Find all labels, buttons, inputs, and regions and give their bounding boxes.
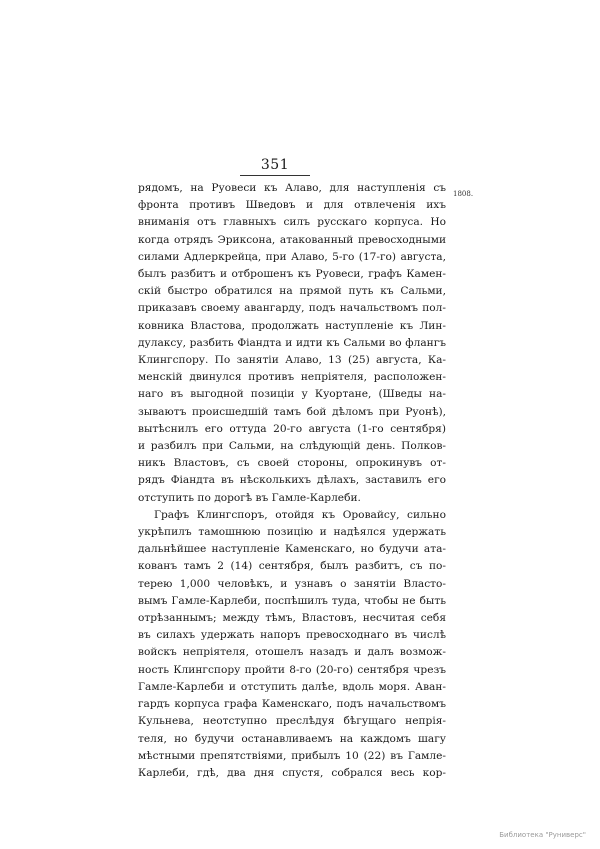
text-line: скій быстро обратился на прямой путь къ Сальми, bbox=[138, 285, 446, 298]
text-line: рядъ Фіандта въ нѣсколькихъ дѣлахъ, заставилъ его bbox=[138, 474, 446, 487]
text-line: рядомъ, на Руовеси къ Алаво, для наступленія съ bbox=[138, 182, 446, 194]
text-line: гардъ корпуса графа Каменскаго, подъ начальствомъ bbox=[138, 698, 446, 711]
text-line: кованъ тамъ 2 (14) сентября, былъ разбитъ, съ по- bbox=[138, 560, 446, 573]
text-line: приказавъ своему авангарду, подъ начальствомъ пол- bbox=[138, 302, 446, 315]
text-line: и разбилъ при Сальми, на слѣдующій день. Полков- bbox=[138, 440, 446, 453]
text-line: никъ Властовъ, съ своей стороны, опрокинувъ от- bbox=[138, 457, 446, 470]
text-line: силами Адлеркрейца, при Алаво, 5-го (17-го) августа, bbox=[138, 250, 446, 263]
margin-year-note: 1808. bbox=[453, 190, 474, 198]
text-line: укрѣпилъ тамошнюю позицію и надѣялся удержать bbox=[138, 526, 446, 539]
text-line: дулаксу, разбить Фіандта и идти къ Сальми во флангъ bbox=[138, 336, 446, 349]
text-line: мѣстными препятствіями, прибылъ 10 (22) въ Гамле- bbox=[138, 749, 446, 762]
library-watermark: Библиотека "Руниверс" bbox=[499, 831, 586, 839]
text-line: Карлеби, гдѣ, два дня спустя, собрался весь кор- bbox=[138, 766, 446, 779]
text-line: теля, но будучи останавливаемъ на каждомъ шагу bbox=[138, 732, 446, 745]
text-line: Гамле-Карлеби и отступить далѣе, вдоль моря. Аван- bbox=[138, 680, 446, 693]
text-line: ность Клингспору пройти 8-го (20-го) сентября чрезъ bbox=[138, 663, 446, 676]
paragraph bbox=[138, 507, 446, 782]
text-line: Клингспору. По занятіи Алаво, 13 (25) августа, Ка- bbox=[138, 354, 446, 367]
text-line: Кульнева, неотступно преслѣдуя бѣгущаго непрія- bbox=[138, 715, 446, 728]
text-line: ковника Властова, продолжать наступленіе къ Лин- bbox=[138, 319, 446, 332]
text-line: вымъ Гамле-Карлеби, поспѣшилъ туда, чтобы не быть bbox=[138, 594, 446, 607]
text-line: въ силахъ удержать напоръ превосходнаго въ числѣ bbox=[138, 629, 446, 642]
text-line: отступить по дорогѣ въ Гамле-Карлеби. bbox=[138, 491, 361, 504]
text-line: былъ разбитъ и отброшенъ къ Руовеси, графъ Камен- bbox=[138, 268, 446, 281]
text-line: дальнѣйшее наступленіе Каменскаго, но будучи ата- bbox=[138, 543, 446, 556]
text-line: войскъ непріятеля, отошелъ назадъ и далъ возмож- bbox=[138, 646, 446, 659]
page-number: 351 bbox=[240, 156, 310, 176]
text-line: вытѣснилъ его оттуда 20-го августа (1-го сентября) bbox=[138, 422, 446, 435]
text-line: вниманія отъ главныхъ силъ русскаго корпуса. Но bbox=[138, 216, 446, 229]
text-line: зываютъ происшедшій тамъ бой дѣломъ при Руонѣ), bbox=[138, 405, 446, 418]
text-line: отрѣзаннымъ; между тѣмъ, Властовъ, несчитая себя bbox=[138, 612, 446, 625]
body-text bbox=[138, 180, 446, 782]
text-line: менскій двинулся противъ непріятеля, расположен- bbox=[138, 371, 446, 384]
text-line: когда отрядъ Эриксона, атакованный превосходными bbox=[138, 233, 446, 246]
text-line: терею 1,000 человѣкъ, и узнавъ о занятіи Властo- bbox=[138, 577, 446, 590]
text-line: Графъ Клингспоръ, отойдя къ Оровайсу, сильно bbox=[154, 508, 446, 521]
text-line: наго въ выгодной позиціи у Куортане, (Шведы на- bbox=[138, 388, 446, 401]
text-line: фронта противъ Шведовъ и для отвлеченія ихъ bbox=[138, 199, 446, 212]
paragraph bbox=[138, 180, 446, 507]
